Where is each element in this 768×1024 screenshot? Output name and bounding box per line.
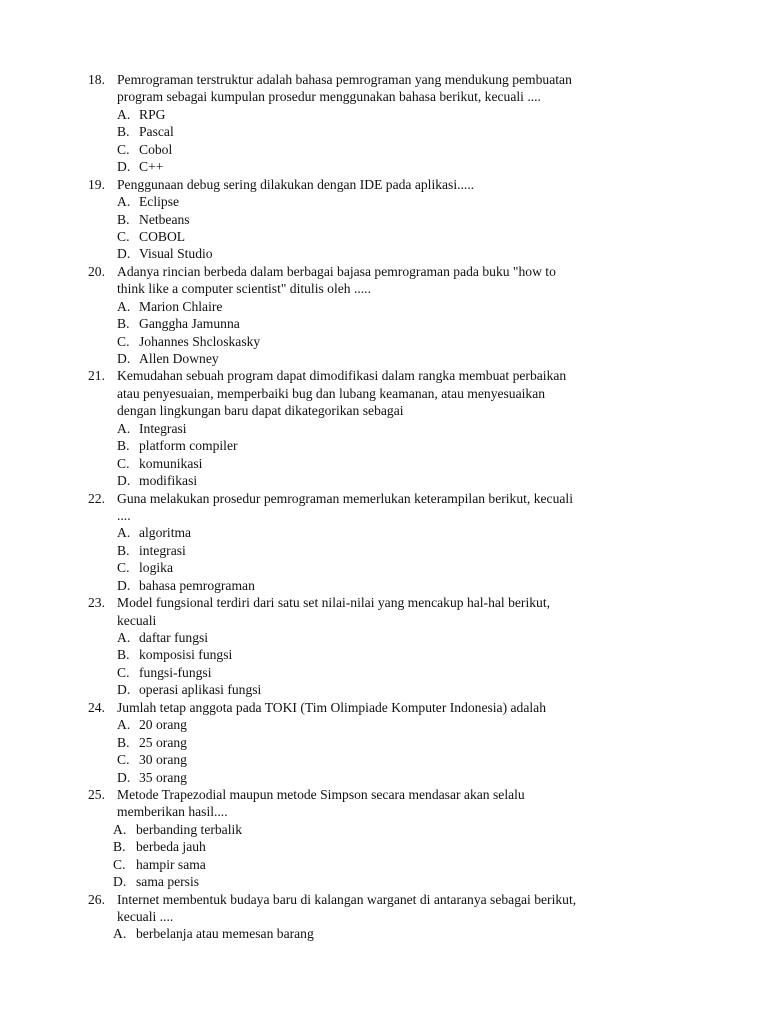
answer-option	[0, 873, 768, 890]
option-text: daftar fungsi	[139, 630, 209, 645]
option-letter: B.	[117, 124, 130, 140]
question-text: program sebagai kumpulan prosedur menggunakan bahasa berikut, kecuali ....	[117, 89, 541, 105]
option-letter: D.	[117, 769, 131, 785]
option-letter: D.	[117, 577, 131, 593]
option-text: 30 orang	[139, 752, 187, 768]
answer-option	[0, 716, 768, 733]
question-number: 19.	[88, 176, 105, 192]
question-continuation-line	[0, 280, 768, 297]
answer-option	[0, 664, 768, 681]
option-text: 20 orang	[139, 717, 187, 733]
option-text: komunikasi	[139, 455, 203, 471]
question-number: 18.	[88, 72, 105, 87]
question-text: kecuali	[117, 612, 157, 628]
option-text: berbanding terbalik	[136, 821, 243, 837]
option-letter: D.	[113, 874, 127, 890]
question-number: 22.	[88, 490, 105, 506]
option-letter: A.	[113, 821, 127, 837]
question-25	[0, 786, 768, 891]
option-text: sama persis	[136, 874, 200, 890]
option-letter: B.	[113, 839, 126, 855]
question-first-line	[0, 71, 768, 88]
option-text: Cobol	[139, 141, 173, 157]
option-text: 35 orang	[139, 769, 187, 785]
answer-option	[0, 228, 768, 245]
option-letter: C.	[117, 664, 130, 680]
answer-option	[0, 315, 768, 332]
option-letter: A.	[117, 420, 131, 436]
question-text: Pemrograman terstruktur adalah bahasa pemrograman yang mendukung pembuatan	[117, 72, 572, 87]
option-text: Marion Chlaire	[139, 298, 223, 314]
question-text: kecuali ....	[117, 909, 174, 924]
question-text: Guna melakukan prosedur pemrograman memerlukan keterampilan berikut, kecuali	[117, 490, 573, 506]
question-first-line	[0, 699, 768, 716]
question-20	[0, 263, 768, 368]
option-letter: C.	[117, 455, 130, 471]
option-text: modifikasi	[139, 473, 198, 489]
answer-option	[0, 821, 768, 838]
question-continuation-line	[0, 507, 768, 524]
option-letter: D.	[117, 246, 131, 262]
question-text: Penggunaan debug sering dilakukan dengan IDE pada aplikasi.....	[117, 176, 475, 192]
question-text: Adanya rincian berbeda dalam berbagai bajasa pemrograman pada buku "how to	[117, 263, 556, 279]
option-text: Allen Downey	[139, 351, 219, 366]
answer-option	[0, 769, 768, 786]
question-number: 23.	[88, 595, 105, 611]
option-text: platform compiler	[139, 438, 238, 454]
option-text: COBOL	[139, 228, 186, 244]
question-18	[0, 71, 768, 176]
question-first-line	[0, 490, 768, 507]
answer-option	[0, 629, 768, 646]
option-text: berbeda jauh	[136, 839, 206, 855]
option-text: logika	[139, 560, 173, 576]
answer-option	[0, 681, 768, 698]
answer-option	[0, 734, 768, 751]
option-letter: A.	[117, 194, 131, 210]
option-letter: B.	[117, 438, 130, 454]
option-letter: C.	[117, 560, 130, 576]
question-first-line	[0, 263, 768, 280]
question-number: 25.	[88, 786, 105, 802]
question-text: Kemudahan sebuah program dapat dimodifikasi dalam rangka membuat perbaikan	[117, 368, 567, 384]
option-text: komposisi fungsi	[139, 647, 233, 663]
question-first-line	[0, 786, 768, 803]
question-first-line	[0, 367, 768, 384]
option-text: 25 orang	[139, 734, 187, 750]
question-continuation-line	[0, 612, 768, 629]
question-text: memberikan hasil....	[117, 804, 228, 820]
answer-option	[0, 751, 768, 768]
question-text: Internet membentuk budaya baru di kalangan warganet di antaranya sebagai berikut,	[117, 891, 577, 907]
question-continuation-line	[0, 385, 768, 402]
answer-option	[0, 646, 768, 663]
question-number: 26.	[88, 891, 105, 907]
answer-option	[0, 577, 768, 594]
option-text: integrasi	[139, 542, 186, 558]
answer-option	[0, 472, 768, 489]
option-text: Ganggha Jamunna	[139, 316, 240, 332]
option-letter: B.	[117, 647, 130, 663]
option-text: Netbeans	[139, 211, 190, 227]
option-letter: B.	[117, 316, 130, 332]
question-text: Metode Trapezodial maupun metode Simpson secara mendasar akan selalu	[117, 786, 525, 802]
option-text: Visual Studio	[139, 246, 213, 262]
question-continuation-line	[0, 908, 768, 925]
option-letter: A.	[117, 717, 131, 733]
question-number: 24.	[88, 699, 105, 715]
question-19	[0, 176, 768, 263]
answer-option	[0, 856, 768, 873]
option-text: algoritma	[139, 525, 192, 541]
option-letter: C.	[117, 141, 130, 157]
question-continuation-line	[0, 88, 768, 105]
answer-option	[0, 298, 768, 315]
answer-option	[0, 158, 768, 175]
option-text: fungsi-fungsi	[139, 664, 212, 680]
answer-option	[0, 141, 768, 158]
option-letter: D.	[117, 473, 131, 489]
answer-option	[0, 838, 768, 855]
answer-option	[0, 437, 768, 454]
question-21	[0, 367, 768, 489]
option-letter: C.	[113, 856, 126, 872]
question-number: 20.	[88, 263, 105, 279]
option-letter: A.	[117, 630, 131, 645]
answer-option	[0, 350, 768, 367]
answer-option	[0, 420, 768, 437]
answer-option	[0, 524, 768, 541]
option-letter: A.	[113, 926, 127, 942]
option-letter: D.	[117, 351, 131, 366]
answer-option	[0, 559, 768, 576]
option-text: Johannes Shcloskasky	[139, 333, 261, 349]
question-continuation-line	[0, 803, 768, 820]
option-text: Integrasi	[139, 420, 187, 436]
question-text: Model fungsional terdiri dari satu set nilai-nilai yang mencakup hal-hal berikut,	[117, 595, 550, 611]
option-letter: A.	[117, 298, 131, 314]
question-text: ....	[117, 507, 131, 523]
question-22	[0, 490, 768, 595]
option-letter: B.	[117, 734, 130, 750]
question-23	[0, 594, 768, 699]
option-text: operasi aplikasi fungsi	[139, 682, 262, 698]
answer-option	[0, 333, 768, 350]
question-text: Jumlah tetap anggota pada TOKI (Tim Olimpiade Komputer Indonesia) adalah	[117, 699, 546, 715]
option-letter: B.	[117, 211, 130, 227]
option-letter: D.	[117, 682, 131, 698]
option-letter: C.	[117, 333, 130, 349]
question-text: think like a computer scientist" ditulis oleh .....	[117, 281, 371, 297]
option-letter: B.	[117, 542, 130, 558]
answer-option	[0, 925, 768, 942]
option-letter: C.	[117, 228, 130, 244]
option-text: Pascal	[139, 124, 174, 140]
question-continuation-line	[0, 402, 768, 419]
answer-option	[0, 211, 768, 228]
option-text: Eclipse	[139, 194, 180, 210]
question-text: dengan lingkungan baru dapat dikategorikan sebagai	[117, 403, 404, 419]
question-first-line	[0, 891, 768, 908]
question-26	[0, 891, 768, 943]
option-text: RPG	[139, 106, 166, 122]
option-text: C++	[139, 159, 164, 175]
answer-option	[0, 542, 768, 559]
option-text: bahasa pemrograman	[139, 577, 255, 593]
option-letter: C.	[117, 752, 130, 768]
question-first-line	[0, 176, 768, 193]
question-text: atau penyesuaian, memperbaiki bug dan lubang keamanan, atau menyesuaikan	[117, 385, 546, 401]
option-letter: A.	[117, 525, 131, 541]
question-24	[0, 699, 768, 786]
answer-option	[0, 455, 768, 472]
answer-option	[0, 245, 768, 262]
option-letter: D.	[117, 159, 131, 175]
option-text: hampir sama	[136, 856, 206, 872]
option-text: berbelanja atau memesan barang	[136, 926, 314, 942]
answer-option	[0, 106, 768, 123]
option-letter: A.	[117, 106, 131, 122]
question-sheet	[0, 71, 768, 943]
answer-option	[0, 123, 768, 140]
question-number: 21.	[88, 368, 105, 384]
answer-option	[0, 193, 768, 210]
question-first-line	[0, 594, 768, 611]
